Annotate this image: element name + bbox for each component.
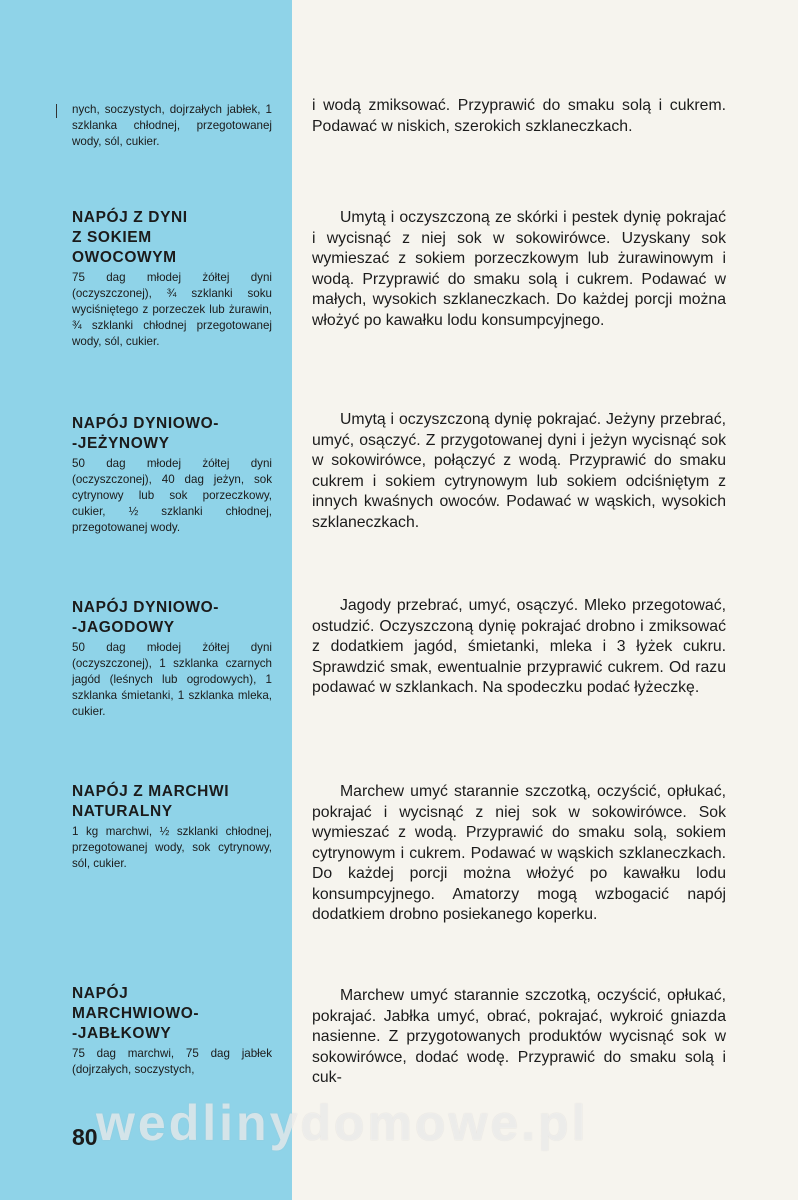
margin-mark <box>56 104 57 118</box>
recipe-carrot-natural <box>72 782 272 872</box>
recipe-instructions: Umytą i oczyszczoną dynię pokrajać. Jeżyny przebrać, umyć, osączyć. Z przygotowanej dyni i jeżyn wycisnąć sok w sokowirówce, połączyć z wodą. Przyprawić do smaku cukrem i sokiem cytrynowym lub sokiem odciśniętym z innych kwaśnych owoców. Podawać w wąskich, wysokich szklaneczkach. <box>312 411 726 531</box>
recipe-title: NAPÓJ Z DYNI Z SOKIEM OWOCOWYM <box>72 209 188 266</box>
recipe-title: NAPÓJ Z MARCHWI NATURALNY <box>72 783 230 820</box>
recipe-ingredients: 75 dag młodej żółtej dyni (oczyszczonej), ¾ szklanki soku wyciśniętego z porzeczek lub żurawin, ¾ szklanki chłodnej przegotowanej wody, sól, cukier. <box>72 271 272 348</box>
recipe-ingredients: 1 kg marchwi, ½ szklanki chłodnej, przegotowanej wody, sok cytrynowy, sól, cukier. <box>72 825 272 870</box>
recipe-ingredients: 50 dag młodej żółtej dyni (oczyszczonej), 40 dag jeżyn, sok cytrynowy lub sok porzeczkowy, cukier, ½ szklanki chłodnej, przegotowanej wody. <box>72 457 272 534</box>
recipe-ingredients: 50 dag młodej żółtej dyni (oczyszczonej), 1 szklanka czarnych jagód (leśnych lub ogrodowych), 1 szklanka śmietanki, 1 szklanka mleka, cukier. <box>72 641 272 718</box>
recipe-title: NAPÓJ DYNIOWO- -JEŻYNOWY <box>72 415 220 452</box>
recipe-instructions: Jagody przebrać, umyć, osączyć. Mleko przegotować, ostudzić. Oczyszczoną dynię pokrajać drobno i zmiksować z dodatkiem jagód, śmietanki, mleka i 3 łyżek cukru. Sprawdzić smak, ewentualnie przyprawić cukrem. Od razu podawać w szklankach. Na spodeczku podać łyżeczkę. <box>312 597 726 696</box>
recipe-instructions: Umytą i oczyszczoną ze skórki i pestek dynię pokrajać i wycisnąć z niej sok w sokowirówce. Uzyskany sok wymieszać z sokiem porzeczkowym lub żurawinowym i wodą. Przyprawić do smaku solą i cukrem. Podawać w małych, wysokich szklaneczkach. Do każdej porcji można włożyć po kawałku lodu konsumpcyjnego. <box>312 209 726 329</box>
continued-instructions: i wodą zmiksować. Przyprawić do smaku solą i cukrem. Podawać w niskich, szerokich szklaneczkach. <box>312 97 726 135</box>
recipe-pumpkin-fruit <box>72 208 272 350</box>
recipe-carrot-apple <box>72 984 272 1078</box>
recipe-pumpkin-blueberry <box>72 598 272 720</box>
recipe-title: NAPÓJ MARCHWIOWO- -JABŁKOWY <box>72 985 200 1042</box>
recipe-instructions: Marchew umyć starannie szczotką, oczyścić, opłukać, pokrajać i wycisnąć z niej sok w sokowirówce. Sok wymieszać z wodą. Przyprawić do smaku solą, sokiem cytrynowym i cukrem. Podawać w wąskich szklaneczkach. Do każdej porcji można włożyć po kawałku lodu konsumpcyjnego. Amatorzy mogą wzbogacić napój dodatkiem drobno posiekanego koperku. <box>312 783 726 923</box>
watermark: wedlinydomowe.pl <box>96 1095 589 1151</box>
recipe-pumpkin-blackberry <box>72 414 272 536</box>
recipe-ingredients: 75 dag marchwi, 75 dag jabłek (dojrzałych, soczystych, <box>72 1047 272 1076</box>
page-number: 80 <box>72 1124 98 1150</box>
recipe-instructions: Marchew umyć starannie szczotką, oczyścić, opłukać, pokrajać. Jabłka umyć, obrać, pokrajać, wykroić gniazda nasienne. Z przygotowanych produktów wycisnąć sok w sokowirówce, dodać wodę. Przyprawić do smaku solą i cuk- <box>312 987 726 1086</box>
recipe-title: NAPÓJ DYNIOWO- -JAGODOWY <box>72 599 220 636</box>
continued-ingredients: nych, soczystych, dojrzałych jabłek, 1 szklanka chłodnej, przegotowanej wody, sól, cukier. <box>72 103 272 148</box>
